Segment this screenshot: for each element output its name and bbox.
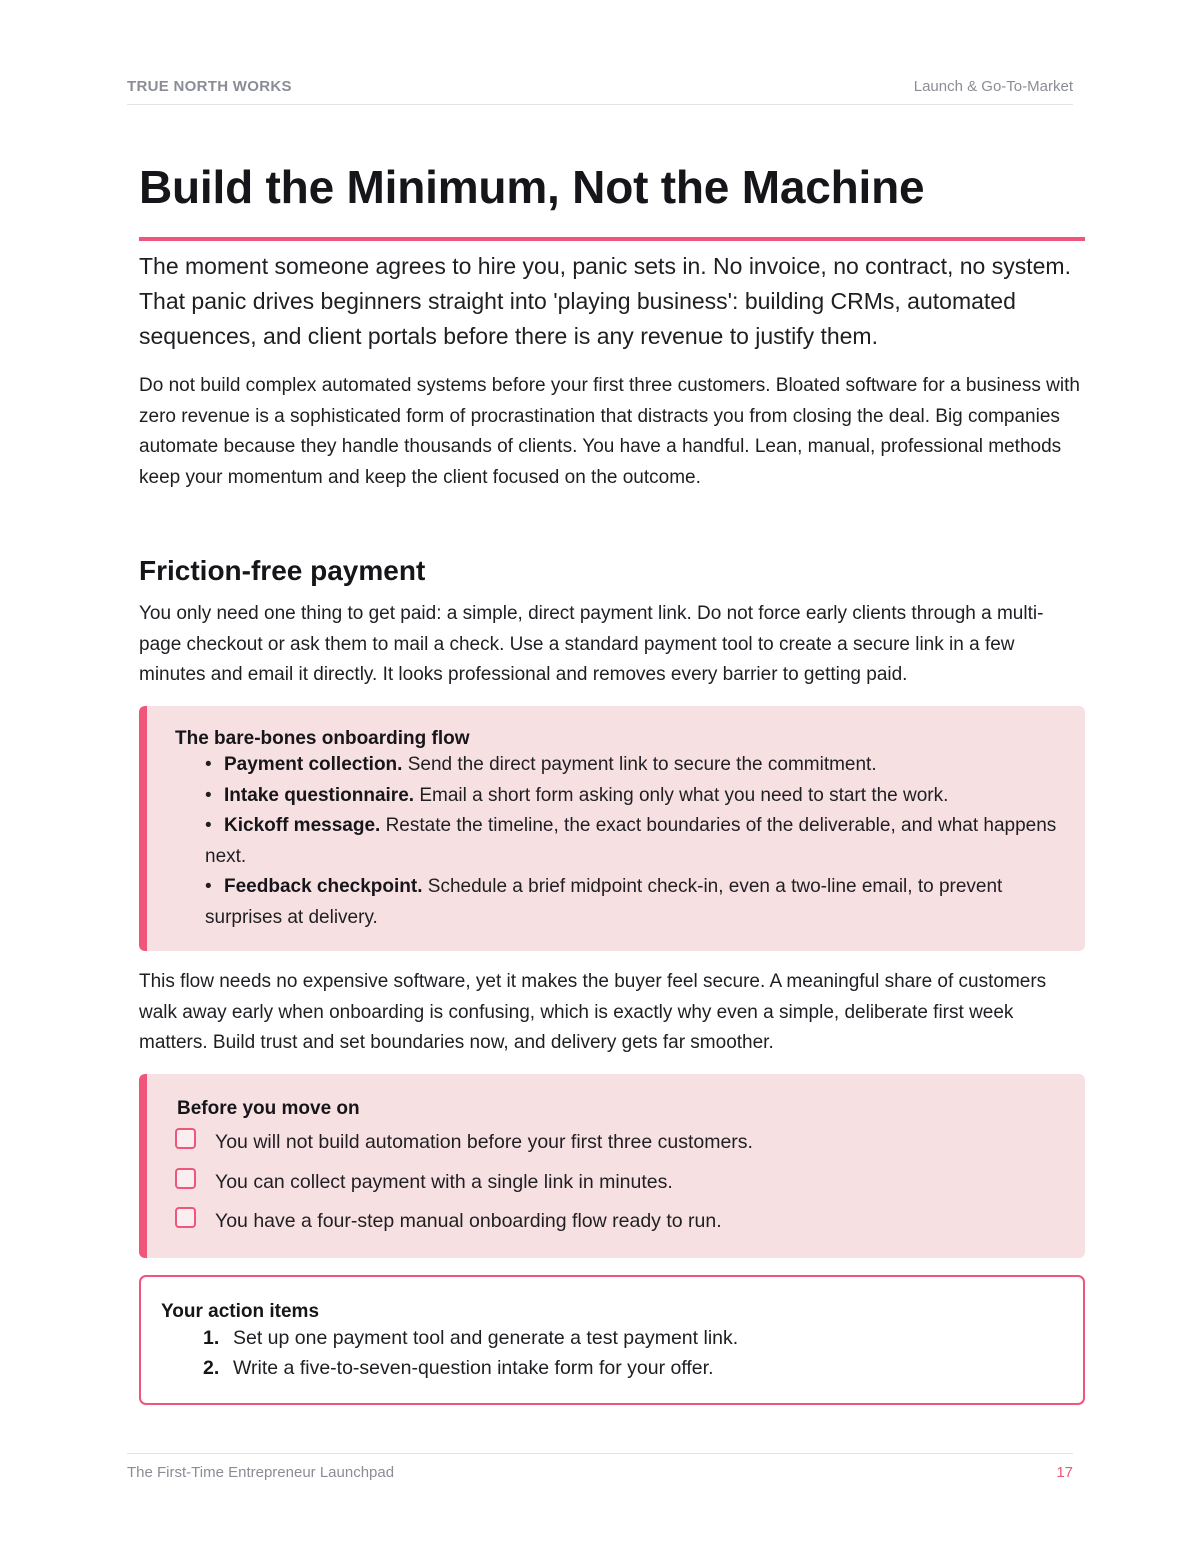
list-item-number: 1. (203, 1327, 220, 1349)
list-item-text: Schedule a brief midpoint check-in, even a two-line email, to prevent surprises at delivery. (205, 876, 1003, 928)
checklist-item-text: You have a four-step manual onboarding flow ready to run. (215, 1210, 722, 1232)
checklist-callout (139, 1074, 1085, 1258)
list-item (205, 811, 1080, 872)
bullet-icon: • (205, 754, 212, 775)
onboarding-callout-title: The bare-bones onboarding flow (175, 728, 470, 749)
brand-name: TRUE NORTH WORKS (127, 78, 292, 95)
list-item-term: Feedback checkpoint. (224, 876, 423, 897)
list-item-text: Restate the timeline, the exact boundaries of the deliverable, and what happens next. (205, 815, 1057, 867)
onboarding-callout (139, 706, 1085, 951)
checkbox-icon[interactable] (175, 1128, 196, 1149)
list-item (205, 872, 1080, 933)
checklist-callout-title: Before you move on (177, 1098, 360, 1119)
checklist-item (175, 1126, 1055, 1166)
action-items-box (139, 1275, 1085, 1405)
checkbox-icon[interactable] (175, 1168, 196, 1189)
bullet-icon: • (205, 784, 212, 806)
list-item-term: Payment collection. (224, 754, 403, 775)
bullet-icon: • (205, 876, 212, 897)
list-item (203, 1323, 738, 1353)
onboarding-list (205, 750, 1080, 933)
list-item (205, 781, 1080, 812)
section-name: Launch & Go-To-Market (913, 78, 1073, 95)
list-item (203, 1353, 738, 1383)
checklist-item-text: You can collect payment with a single link in minutes. (215, 1170, 673, 1193)
list-item-term: Kickoff message. (224, 815, 381, 836)
body-paragraph-3: This flow needs no expensive software, yet it makes the buyer feel secure. A meaningful share of customers walk away early when onboarding is confusing, which is exactly why even a simple, deliberate first week matters. Build trust and set boundaries now, and delivery gets far smoother. (139, 971, 1047, 1053)
checklist-item-text: You will not build automation before your first three customers. (215, 1131, 753, 1153)
list-item-text: Send the direct payment link to secure the commitment. (402, 754, 877, 775)
list-item-text: Set up one payment tool and generate a test payment link. (233, 1327, 739, 1349)
list-item-term: Intake questionnaire. (224, 784, 415, 806)
checklist-item (175, 1166, 1055, 1206)
page-title: Build the Minimum, Not the Machine (139, 161, 925, 213)
action-items-title: Your action items (161, 1301, 320, 1322)
title-divider (139, 237, 1085, 241)
lead-paragraph: The moment someone agrees to hire you, panic sets in. No invoice, no contract, no system. That panic drives beginners straight into 'playing business': building CRMs, automated sequences, and client portals before there is any revenue to justify them. (139, 253, 1071, 349)
list-item (205, 750, 1080, 781)
list-item-text: Write a five-to-seven-question intake form for your offer. (233, 1357, 714, 1379)
bullet-icon: • (205, 815, 212, 836)
book-title: The First-Time Entrepreneur Launchpad (127, 1464, 395, 1481)
body-paragraph-1: Do not build complex automated systems before your first three customers. Bloated software for a business with zero revenue is a sophisticated form of procrastination that distracts you from closing the deal. Big companies automate because they handle thousands of clients. You have a handful. Lean, manual, professional methods keep your momentum and keep the client focused on the outcome. (139, 375, 1080, 488)
body-paragraph-2: You only need one thing to get paid: a simple, direct payment link. Do not force early clients through a multi-page checkout or ask them to mail a check. Use a standard payment tool to create a secure link in a few minutes and email it directly. It looks professional and removes every barrier to getting paid. (139, 603, 1044, 685)
section-heading: Friction-free payment (139, 555, 426, 586)
checkbox-icon[interactable] (175, 1207, 196, 1228)
action-items-list (203, 1323, 738, 1383)
page-header (127, 78, 1073, 105)
list-item-number: 2. (203, 1357, 220, 1379)
checklist-item (175, 1205, 1055, 1245)
page-footer (127, 1453, 1073, 1484)
list-item-text: Email a short form asking only what you need to start the work. (414, 784, 949, 806)
checklist (175, 1126, 1055, 1245)
page-number: 17 (1056, 1464, 1073, 1481)
